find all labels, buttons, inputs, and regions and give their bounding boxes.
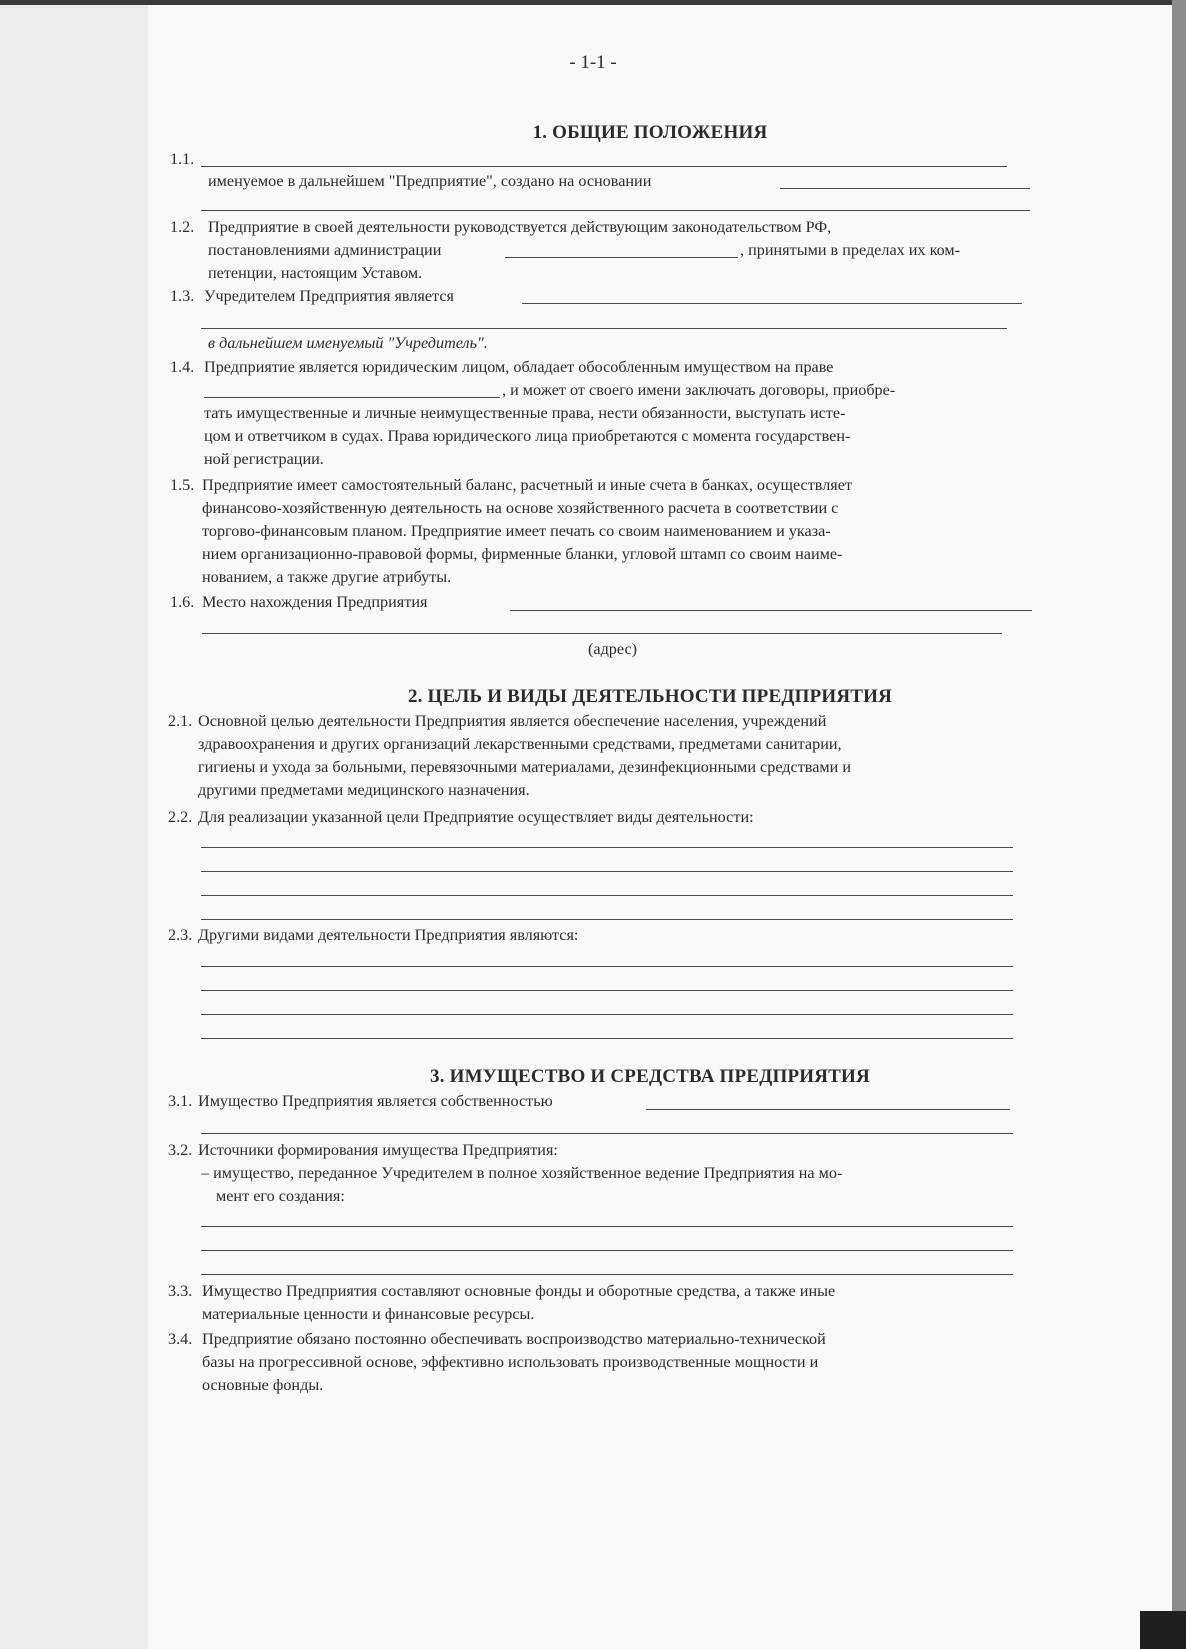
- item-1-2-line-c: , принятыми в пределах их ком-: [740, 241, 961, 259]
- item-2-1-line-b: здравоохранения и других организаций лекарственными средствами, предметами санитарии,: [198, 735, 842, 753]
- item-1-5-number: 1.5.: [170, 476, 195, 494]
- fill-line-2-2-c: [201, 895, 1013, 896]
- item-3-2-dash-a: – имущество, переданное Учредителем в полное хозяйственное ведение Предприятия на мо-: [201, 1164, 843, 1182]
- item-1-2-line-d: петенции, настоящим Уставом.: [208, 264, 423, 282]
- fill-line-1-1: [201, 166, 1007, 167]
- page-number: - 1-1 -: [569, 52, 617, 73]
- item-3-2-dash-b: мент его создания:: [216, 1187, 345, 1205]
- item-2-1-line-a: Основной целью деятельности Предприятия является обеспечение населения, учреждений: [198, 712, 827, 730]
- item-3-3-number: 3.3.: [168, 1282, 193, 1300]
- item-2-1-number: 2.1.: [168, 712, 193, 730]
- fill-line-2-3-c: [201, 1014, 1013, 1015]
- item-1-5-line-e: нованием, а также другие атрибуты.: [202, 568, 452, 586]
- item-3-4-line-c: основные фонды.: [202, 1376, 324, 1394]
- item-3-1-text: Имущество Предприятия является собственностью: [198, 1092, 553, 1110]
- item-3-4-line-a: Предприятие обязано постоянно обеспечивать воспроизводство материально-технической: [202, 1330, 826, 1348]
- item-1-4-line-e: ной регистрации.: [204, 450, 324, 468]
- fill-line-1-3: [522, 303, 1022, 304]
- fill-line-3-2-a: [201, 1226, 1013, 1227]
- address-caption: (адрес): [588, 640, 638, 658]
- item-2-2-number: 2.2.: [168, 808, 193, 826]
- item-1-5-line-c: торгово-финансовым планом. Предприятие имеет печать со своим наименованием и указа-: [202, 522, 831, 540]
- fill-line-2-3-d: [201, 1038, 1013, 1039]
- fill-line-1-1-basis: [780, 188, 1030, 189]
- section-2-title: 2. ЦЕЛЬ И ВИДЫ ДЕЯТЕЛЬНОСТИ ПРЕДПРИЯТИЯ: [407, 686, 893, 707]
- item-1-4-line-d: цом и ответчиком в судах. Права юридического лица приобретаются с момента государствен-: [204, 427, 851, 445]
- item-1-3-number: 1.3.: [170, 287, 195, 305]
- item-2-3-number: 2.3.: [168, 926, 193, 944]
- item-1-1-text: именуемое в дальнейшем "Предприятие", создано на основании: [208, 172, 652, 190]
- fill-line-1-2: [505, 257, 738, 258]
- fill-line-2-2-d: [201, 919, 1013, 920]
- item-3-4-number: 3.4.: [168, 1330, 193, 1348]
- item-1-2-line-b: постановлениями администрации: [208, 241, 442, 259]
- item-1-4-line-b: , и может от своего имени заключать договоры, приобре-: [502, 381, 896, 399]
- item-1-5-line-d: нием организационно-правовой формы, фирменные бланки, угловой штамп со своим наиме-: [202, 545, 843, 563]
- item-1-4-line-c: тать имущественные и личные неимущественные права, нести обязанности, выступать исте-: [204, 404, 846, 422]
- item-1-3-text: Учредителем Предприятия является: [204, 287, 454, 305]
- item-2-1-line-c: гигиены и ухода за больными, перевязочными материалами, дезинфекционными средствами и: [198, 758, 852, 776]
- item-2-1-line-d: другими предметами медицинского назначения.: [198, 781, 530, 799]
- fill-line-2-2-a: [201, 847, 1013, 848]
- fill-line-3-1-b: [201, 1133, 1013, 1134]
- item-3-1-number: 3.1.: [168, 1092, 193, 1110]
- item-1-2-line-a: Предприятие в своей деятельности руководствуется действующим законодательством РФ,: [208, 218, 832, 236]
- item-1-2-number: 1.2.: [170, 218, 195, 236]
- item-1-6-text: Место нахождения Предприятия: [202, 593, 428, 611]
- item-2-3-text: Другими видами деятельности Предприятия являются:: [198, 926, 579, 944]
- scan-right-edge: [1172, 0, 1186, 1649]
- item-1-6-number: 1.6.: [170, 593, 195, 611]
- fill-line-1-3-b: [201, 328, 1007, 329]
- fill-line-3-2-c: [201, 1274, 1013, 1275]
- item-1-4-line-a: Предприятие является юридическим лицом, обладает обособленным имуществом на праве: [204, 358, 834, 376]
- fill-line-2-3-a: [201, 966, 1013, 967]
- fill-line-3-1: [646, 1109, 1010, 1110]
- fill-line-3-2-b: [201, 1250, 1013, 1251]
- item-1-1-number: 1.1.: [170, 150, 195, 168]
- item-2-2-text: Для реализации указанной цели Предприятие осуществляет виды деятельности:: [198, 808, 754, 826]
- fill-line-2-2-b: [201, 871, 1013, 872]
- fill-line-1-1-b: [201, 210, 1030, 211]
- fill-line-1-6: [510, 610, 1032, 611]
- item-1-3-tail: в дальнейшем именуемый "Учредитель".: [208, 334, 488, 352]
- scan-corner: [1140, 1611, 1186, 1649]
- item-3-4-line-b: базы на прогрессивной основе, эффективно использовать производственные мощности и: [202, 1353, 819, 1371]
- item-1-5-line-a: Предприятие имеет самостоятельный баланс, расчетный и иные счета в банках, осуществляет: [202, 476, 853, 494]
- section-1-title: 1. ОБЩИЕ ПОЛОЖЕНИЯ: [532, 122, 768, 143]
- item-3-2-text: Источники формирования имущества Предприятия:: [198, 1141, 558, 1159]
- fill-line-1-6-b: [202, 633, 1002, 634]
- item-1-5-line-b: финансово-хозяйственную деятельность на основе хозяйственного расчета в соответствии с: [202, 499, 839, 517]
- item-3-2-number: 3.2.: [168, 1141, 193, 1159]
- item-3-3-line-b: материальные ценности и финансовые ресурсы.: [202, 1305, 535, 1323]
- item-1-4-number: 1.4.: [170, 358, 195, 376]
- section-3-title: 3. ИМУЩЕСТВО И СРЕДСТВА ПРЕДПРИЯТИЯ: [430, 1066, 870, 1087]
- fill-line-1-4: [204, 397, 500, 398]
- item-3-3-line-a: Имущество Предприятия составляют основные фонды и оборотные средства, а также иные: [202, 1282, 836, 1300]
- fill-line-2-3-b: [201, 990, 1013, 991]
